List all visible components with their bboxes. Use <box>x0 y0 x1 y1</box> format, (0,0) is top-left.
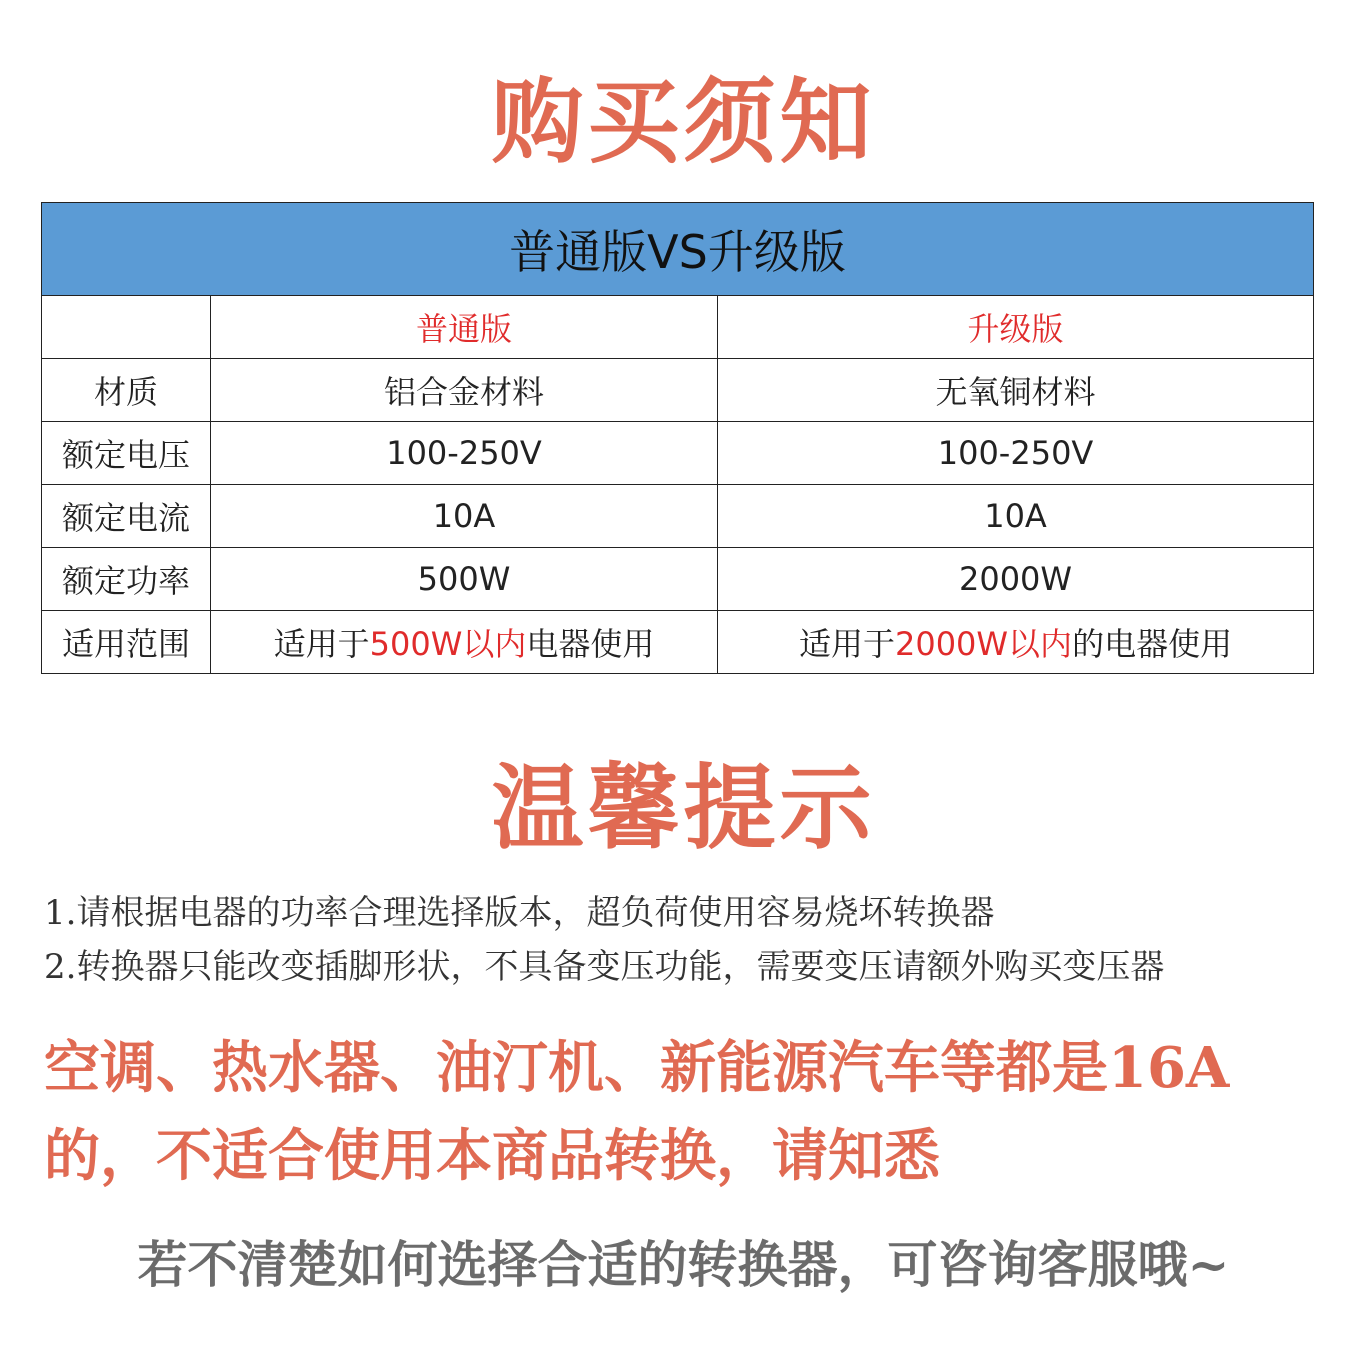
column-header-standard: 普通版 <box>211 296 718 359</box>
standard-power: 500W <box>211 548 718 611</box>
table-row <box>42 485 1314 548</box>
tips-title: 温馨提示 <box>491 754 876 862</box>
note-item: 1.请根据电器的功率合理选择版本，超负荷使用容易烧坏转换器 <box>44 893 995 933</box>
customer-service-note: 若不清楚如何选择合适的转换器，可咨询客服哦~ <box>137 1235 1230 1294</box>
table-header-row <box>42 203 1314 296</box>
warning-text-line-1: 空调、热水器、油汀机、新能源汽车等都是16A <box>44 1035 1230 1101</box>
upgrade-voltage: 100-250V <box>718 422 1314 485</box>
standard-scope <box>211 611 718 674</box>
standard-scope-limit: 500W以内 <box>369 625 527 663</box>
upgrade-scope-suffix: 的电器使用 <box>1072 625 1233 663</box>
table-row <box>42 548 1314 611</box>
row-label-voltage: 额定电压 <box>42 422 211 485</box>
table-row <box>42 359 1314 422</box>
upgrade-scope-prefix: 适用于 <box>798 625 895 663</box>
warning-text-line-2: 的，不适合使用本商品转换，请知悉 <box>44 1123 940 1189</box>
table-row <box>42 422 1314 485</box>
upgrade-material: 无氧铜材料 <box>718 359 1314 422</box>
upgrade-scope <box>718 611 1314 674</box>
row-label-material: 材质 <box>42 359 211 422</box>
row-label-power: 额定功率 <box>42 548 211 611</box>
upgrade-power: 2000W <box>718 548 1314 611</box>
standard-scope-suffix: 电器使用 <box>526 625 655 663</box>
table-row <box>42 611 1314 674</box>
comparison-table <box>41 202 1314 674</box>
table-header: 普通版VS升级版 <box>42 203 1314 296</box>
column-header-row <box>42 296 1314 359</box>
row-label-current: 额定电流 <box>42 485 211 548</box>
standard-material: 铝合金材料 <box>211 359 718 422</box>
upgrade-scope-limit: 2000W以内 <box>894 625 1073 663</box>
column-header-upgrade: 升级版 <box>718 296 1314 359</box>
note-item: 2.转换器只能改变插脚形状，不具备变压功能，需要变压请额外购买变压器 <box>44 947 1165 987</box>
standard-scope-prefix: 适用于 <box>273 625 370 663</box>
page-title: 购买须知 <box>491 68 876 176</box>
empty-corner-cell <box>42 296 211 359</box>
upgrade-current: 10A <box>718 485 1314 548</box>
standard-voltage: 100-250V <box>211 422 718 485</box>
row-label-scope: 适用范围 <box>42 611 211 674</box>
standard-current: 10A <box>211 485 718 548</box>
